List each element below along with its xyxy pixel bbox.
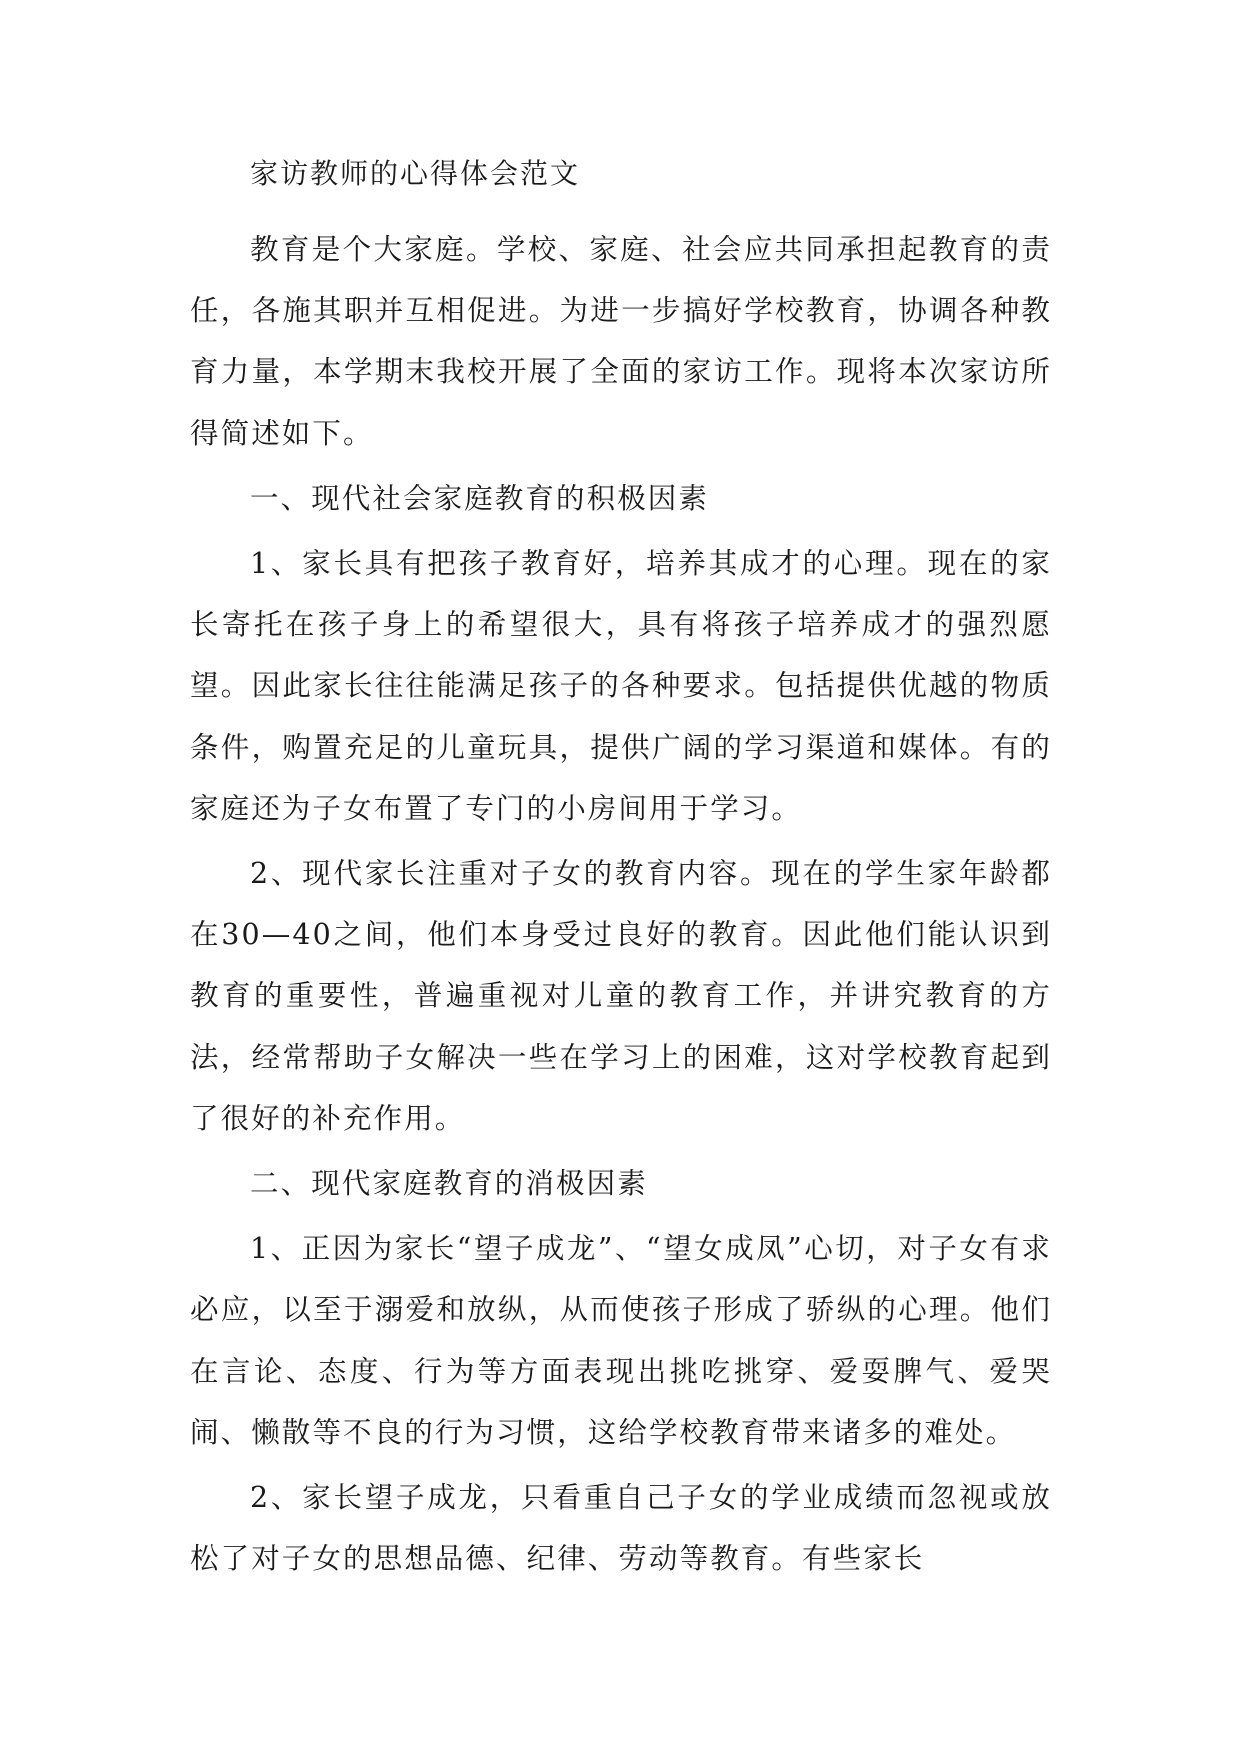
section-heading-negative-factors: 二、现代家庭教育的消极因素 (250, 1167, 648, 1201)
paragraph-negative-2: 2、家长望子成龙，只看重自己子女的学业成绩而忽视或放松了对子女的思想品德、纪律、劳动等教育。有些家长 (190, 1481, 1052, 1576)
section-heading-positive-factors: 一、现代社会家庭教育的积极因素 (250, 481, 710, 515)
intro-paragraph: 教育是个大家庭。学校、家庭、社会应共同承担起教育的责任，各施其职并互相促进。为进一步搞好学校教育，协调各种教育力量，本学期末我校开展了全面的家访工作。现将本次家访所得简述如下。 (190, 233, 1052, 450)
paragraph-positive-1: 1、家长具有把孩子教育好，培养其成才的心理。现在的家长寄托在孩子身上的希望很大，具有将孩子培养成才的强烈愿望。因此家长往往能满足孩子的各种要求。包括提供优越的物质条件，购置充足的儿童玩具，提供广阔的学习渠道和媒体。有的家庭还为子女布置了专门的小房间用于学习。 (190, 547, 1052, 825)
paragraph-negative-1: 1、正因为家长“望子成龙”、“望女成凤”心切，对子女有求必应，以至于溺爱和放纵，从而使孩子形成了骄纵的心理。他们在言论、态度、行为等方面表现出挑吃挑穿、爱耍脾气、爱哭闹、懒散等不良的行为习惯，这给学校教育带来诸多的难处。 (190, 1232, 1052, 1449)
document-body (190, 158, 1052, 1593)
paragraph-positive-2: 2、现代家长注重对子女的教育内容。现在的学生家年龄都在30—40之间，他们本身受过良好的教育。因此他们能认识到教育的重要性，普遍重视对儿童的教育工作，并讲究教育的方法，经常帮助子女解决一些在学习上的困难，这对学校教育起到了很好的补充作用。 (190, 857, 1052, 1135)
document-title: 家访教师的心得体会范文 (250, 157, 581, 190)
